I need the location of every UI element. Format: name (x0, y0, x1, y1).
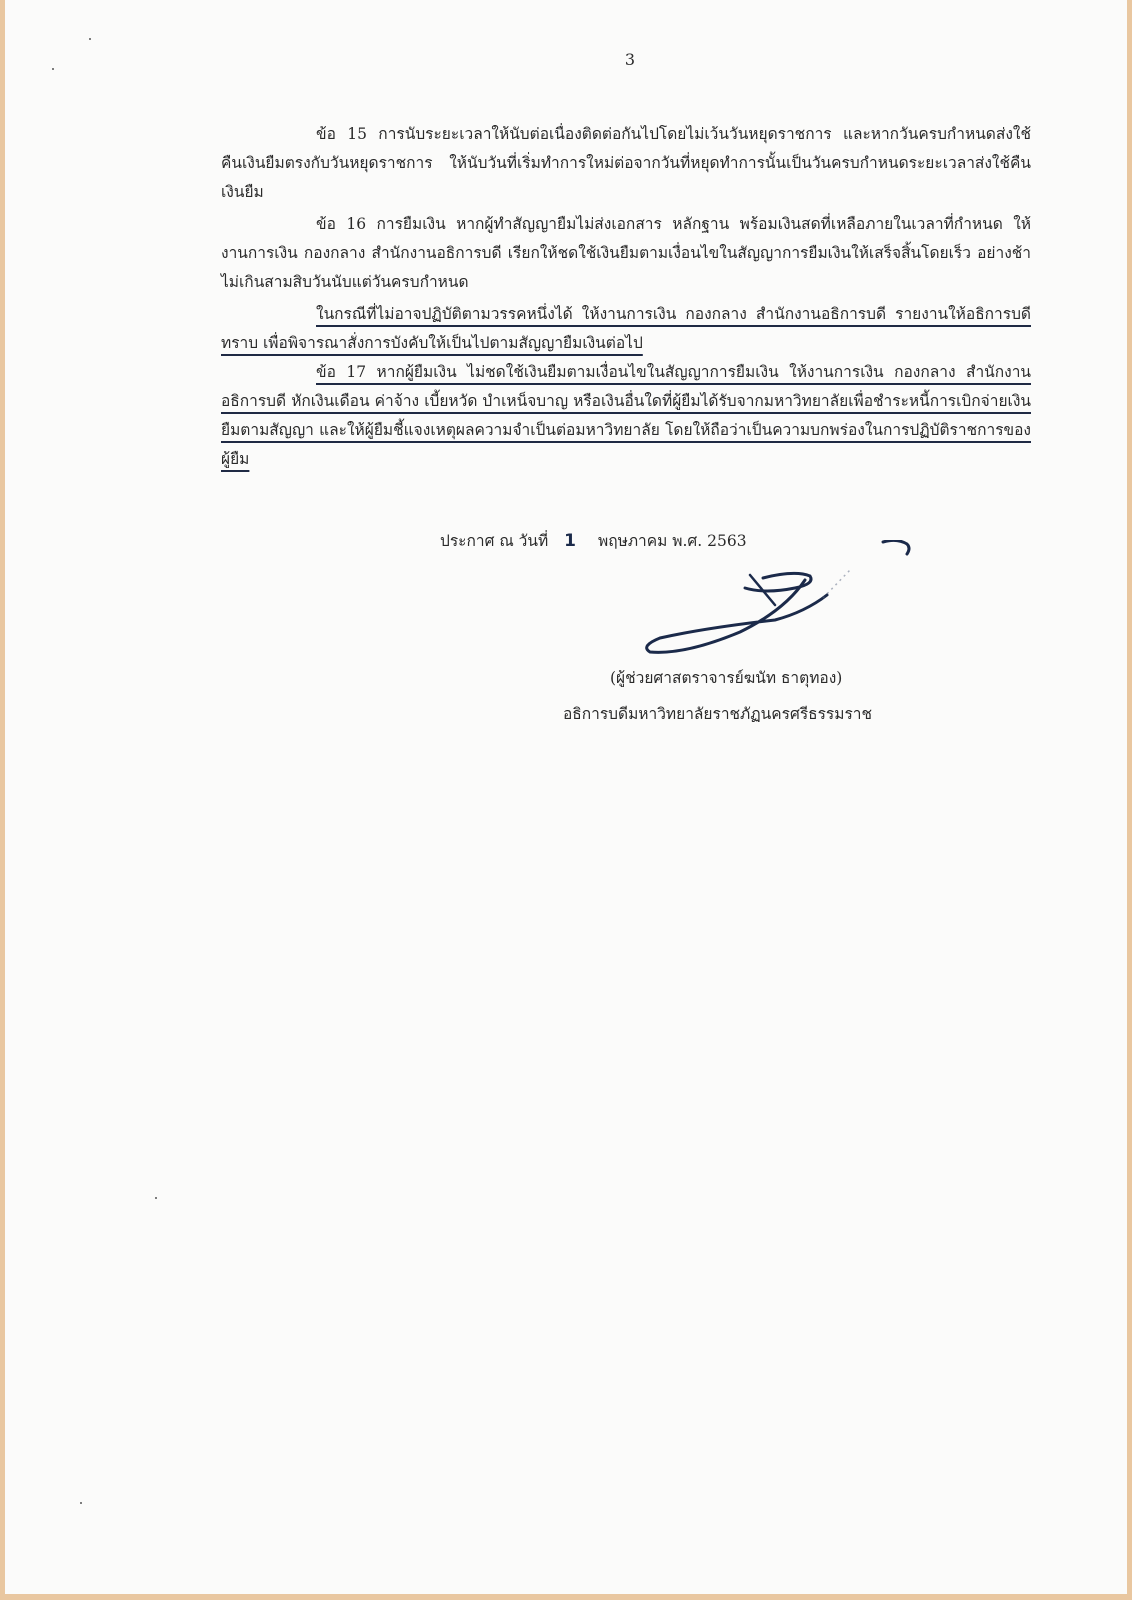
document-page (5, 0, 1127, 1594)
clause-15: ข้อ 15 การนับระยะเวลาให้นับต่อเนื่องติดต่อกันไปโดยไม่เว้นวันหยุดราชการ และหากวันครบกำหนดส่งใช้คืนเงินยืมตรงกับวันหยุดราชการ ให้นับวันที่เริ่มทำการใหม่ต่อจากวันที่หยุดทำการนั้นเป็นวันครบกำหนดระยะเวลาส่งใช้คืนเงินยืม (221, 125, 1031, 201)
clause-16-paragraph-2-text: ในกรณีที่ไม่อาจปฏิบัติตามวรรคหนึ่งได้ ให้งานการเงิน กองกลาง สำนักงานอธิการบดี รายงานให้อธิการบดีทราบ เพื่อพิจารณาสั่งการบังคับให้เป็นไปตามสัญญายืมเงินต่อไป (221, 305, 1031, 352)
signatory-title: อธิการบดีมหาวิทยาลัยราชภัฏนครศรีธรรมราช (563, 705, 873, 723)
clause-17 (221, 358, 1031, 474)
handwritten-signature (645, 540, 945, 675)
announcement-month-year: พฤษภาคม พ.ศ. 2563 (598, 532, 747, 550)
clause-17-text: ข้อ 17 หากผู้ยืมเงิน ไม่ชดใช้เงินยืมตามเงื่อนไขในสัญญาการยืมเงิน ให้งานการเงิน กองกลาง สำนักงานอธิการบดี หักเงินเดือน ค่าจ้าง เบี้ยหวัด บำเหน็จบาญ หรือเงินอื่นใดที่ผู้ยืมได้รับจากมหาวิทยาลัยเพื่อชำระหนี้การเบิกจ่ายเงินยืมตามสัญญา และให้ผู้ยืมชี้แจงเหตุผลความจำเป็นต่อมหาวิทยาลัย โดยให้ถือว่าเป็นความบกพร่องในการปฏิบัติราชการของผู้ยืม (221, 363, 1031, 468)
announcement-prefix: ประกาศ ณ วันที่ (440, 532, 549, 550)
clause-16: ข้อ 16 การยืมเงิน หากผู้ทำสัญญายืมไม่ส่งเอกสาร หลักฐาน พร้อมเงินสดที่เหลือภายในเวลาที่กำหนด ให้งานการเงิน กองกลาง สำนักงานอธิการบดี เรียกให้ชดใช้เงินยืมตามเงื่อนไขในสัญญาการยืมเงินให้เสร็จสิ้นโดยเร็ว อย่างช้าไม่เกินสามสิบวันนับแต่วันครบกำหนด (221, 215, 1031, 291)
scan-speck (80, 1502, 82, 1504)
document-body (221, 120, 1031, 474)
clause-16-paragraph-2 (221, 300, 1031, 358)
scan-speck (89, 38, 91, 40)
page-number: 3 (624, 50, 636, 69)
announcement-day: 1 (564, 531, 577, 551)
signatory-name: (ผู้ช่วยศาสตราจารย์ฆนัท ธาตุทอง) (610, 669, 843, 687)
scan-speck (155, 1197, 157, 1199)
